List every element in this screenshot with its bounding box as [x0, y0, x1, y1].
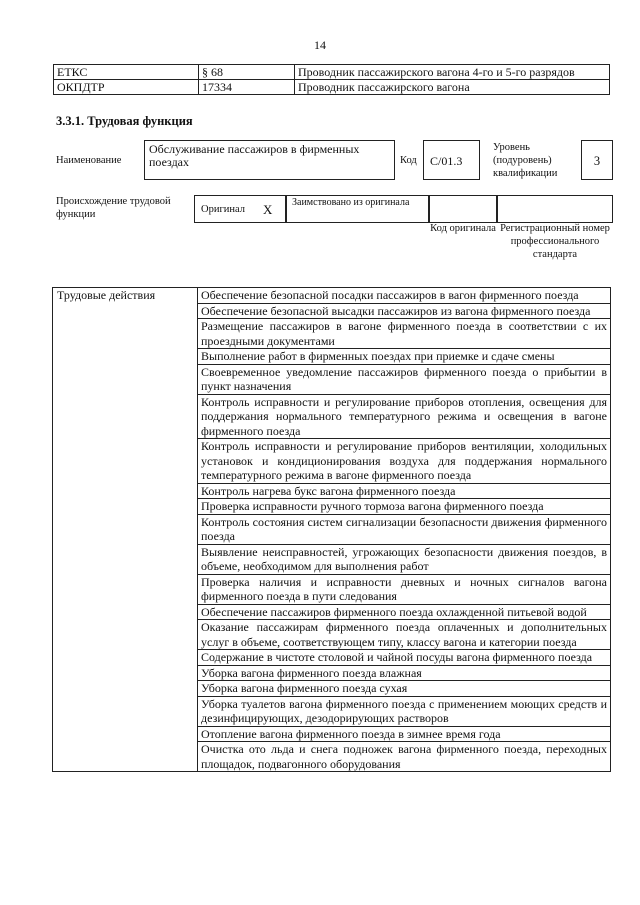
- labor-actions-header: Трудовые действия: [53, 288, 198, 772]
- action-item: Очистка ото льда и снега подножек вагона фирменного поезда, переходных площадок, подвагонного оборудования: [198, 742, 611, 772]
- profession-cell: Проводник пассажирского вагона 4-го и 5-го разрядов: [295, 65, 610, 80]
- codes-row-okpdtr: [54, 80, 610, 95]
- action-item: Выполнение работ в фирменных поездах при приемке и сдаче смены: [198, 349, 611, 365]
- codes-table: [53, 64, 610, 95]
- original-code-cell: [429, 195, 497, 223]
- action-item: Содержание в чистоте столовой и чайной посуды вагона фирменного поезда: [198, 650, 611, 666]
- original-code-label: Код оригинала: [430, 223, 496, 234]
- labor-actions-table: [52, 287, 611, 772]
- action-item: Выявление неисправностей, угрожающих безопасности движения поездов, в объеме, необходимом для выполнения работ: [198, 544, 611, 574]
- code-cell: ЕТКС: [54, 65, 199, 80]
- action-item: Уборка туалетов вагона фирменного поезда с применением моющих средств и дезинфицирующих, дезодорирующих растворов: [198, 696, 611, 726]
- table-row: [53, 288, 611, 304]
- code-label: Код: [400, 155, 417, 166]
- page-number: 14: [314, 38, 326, 52]
- action-item: Проверка наличия и исправности дневных и ночных сигналов вагона фирменного поезда в пути следования: [198, 574, 611, 604]
- original-cell: [194, 195, 286, 223]
- section-title: 3.3.1. Трудовая функция: [56, 114, 193, 128]
- action-item: Контроль нагрева букс вагона фирменного поезда: [198, 483, 611, 499]
- action-item: Обеспечение пассажиров фирменного поезда охлажденной питьевой водой: [198, 604, 611, 620]
- action-item: Уборка вагона фирменного поезда сухая: [198, 681, 611, 697]
- profession-cell: Проводник пассажирского вагона: [295, 80, 610, 95]
- borrowed-cell: Заимствовано из оригинала: [286, 195, 429, 223]
- original-label: Оригинал: [201, 204, 245, 215]
- action-item: Отопление вагона фирменного поезда в зимнее время года: [198, 726, 611, 742]
- action-item: Оказание пассажирам фирменного поезда оплаченных и дополнительных услуг в объеме, соответствующем типу, классу вагона и категории поезда: [198, 620, 611, 650]
- action-item: Своевременное уведомление пассажиров фирменного поезда о прибытии в пункт назначения: [198, 364, 611, 394]
- registration-number-label: Регистрационный номер профессионального стандарта: [500, 223, 610, 260]
- qualification-level-label: Уровень (подуровень) квалификации: [493, 142, 558, 179]
- action-item: Контроль исправности и регулирование приборов отопления, освещения для поддержания нормального температурного режима и освещения в вагоне фирменного поезда: [198, 394, 611, 439]
- codes-row-etks: [54, 65, 610, 80]
- action-item: Контроль исправности и регулирование приборов вентиляции, холодильных установок и кондиционирования воздуха для поддержания нормального температурного режима в вагоне фирменного поезда: [198, 439, 611, 484]
- function-code-box: C/01.3: [423, 140, 480, 180]
- registration-number-cell: [497, 195, 613, 223]
- qualification-level-box: 3: [581, 140, 613, 180]
- origin-label: Происхождение трудовой функции: [56, 196, 171, 220]
- original-mark: X: [263, 202, 273, 217]
- action-item: Обеспечение безопасной высадки пассажиров из вагона фирменного поезда: [198, 303, 611, 319]
- name-label: Наименование: [56, 155, 122, 166]
- code-cell: ОКПДТР: [54, 80, 199, 95]
- number-cell: 17334: [199, 80, 295, 95]
- action-item: Проверка исправности ручного тормоза вагона фирменного поезда: [198, 499, 611, 515]
- action-item: Уборка вагона фирменного поезда влажная: [198, 665, 611, 681]
- function-name-box: Обслуживание пассажиров в фирменных поездах: [144, 140, 395, 180]
- number-cell: § 68: [199, 65, 295, 80]
- action-item: Размещение пассажиров в вагоне фирменного поезда в соответствии с их проездными документами: [198, 319, 611, 349]
- action-item: Контроль состояния систем сигнализации безопасности движения фирменного поезда: [198, 514, 611, 544]
- action-item: Обеспечение безопасной посадки пассажиров в вагон фирменного поезда: [198, 288, 611, 304]
